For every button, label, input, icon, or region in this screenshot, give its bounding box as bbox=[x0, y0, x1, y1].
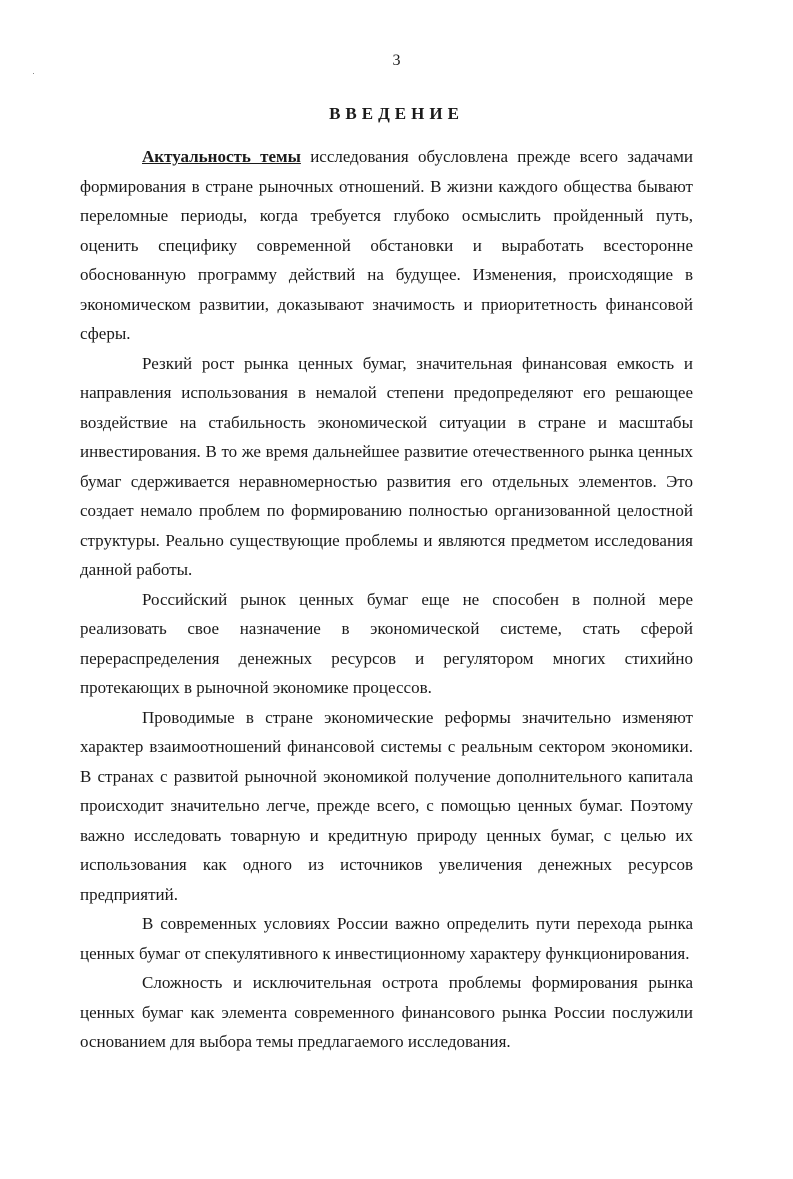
page-number: 3 bbox=[392, 52, 401, 69]
paragraph: Проводимые в стране экономические реформы значительно изменяют характер взаимоотношений финансовой системы с реальным сектором экономики. В странах с развитой рыночной экономикой получение дополнительного капитала происходит значительно легче, прежде всего, с помощью ценных бумаг. Поэтому важно исследовать товарную и кредитную природу ценных бумаг, с целью их использования как одного из источников увеличения денежных ресурсов предприятий. bbox=[80, 707, 693, 904]
section-heading: ВВЕДЕНИЕ bbox=[329, 104, 464, 123]
paragraph: В современных условиях России важно определить пути перехода рынка ценных бумаг от спекулятивного к инвестиционному характеру функционирования. bbox=[80, 914, 693, 963]
topic-relevance-label: Актуальность темы bbox=[142, 147, 301, 166]
paragraph: Сложность и исключительная острота проблемы формирования рынка ценных бумаг как элемента современного финансового рынка России послужили основанием для выбора темы предлагаемого исследования. bbox=[80, 973, 693, 1051]
paragraph: Российский рынок ценных бумаг еще не способен в полной мере реализовать свое назначение в экономической системе, стать сферой перераспределения денежных ресурсов и регулятором многих стихийно протекающих в рыночной экономике процессов. bbox=[80, 589, 693, 697]
paragraph-relevance bbox=[80, 142, 693, 349]
paragraph: Резкий рост рынка ценных бумаг, значительная финансовая емкость и направления использования в немалой степени предопределяют его решающее воздействие на стабильность экономической ситуации в стране и масштабы инвестирования. В то же время дальнейшее развитие отечественного рынка ценных бумаг сдерживается неравномерностью развития его отдельных элементов. Это создает немало проблем по формированию полностью организованной целостной структуры. Реально существующие проблемы и являются предметом исследования данной работы. bbox=[80, 353, 693, 579]
scan-speck bbox=[33, 73, 34, 74]
body-text bbox=[80, 142, 693, 1057]
paragraph-text: исследования обусловлена прежде всего задачами формирования в стране рыночных отношений. В жизни каждого общества бывают переломные периоды, когда требуется глубоко осмыслить пройденный путь, оценить специфику современной обстановки и выработать всесторонне обоснованную программу действий на будущее. Изменения, происходящие в экономическом развитии, доказывают значимость и приоритетность финансовой сферы. bbox=[80, 147, 693, 343]
